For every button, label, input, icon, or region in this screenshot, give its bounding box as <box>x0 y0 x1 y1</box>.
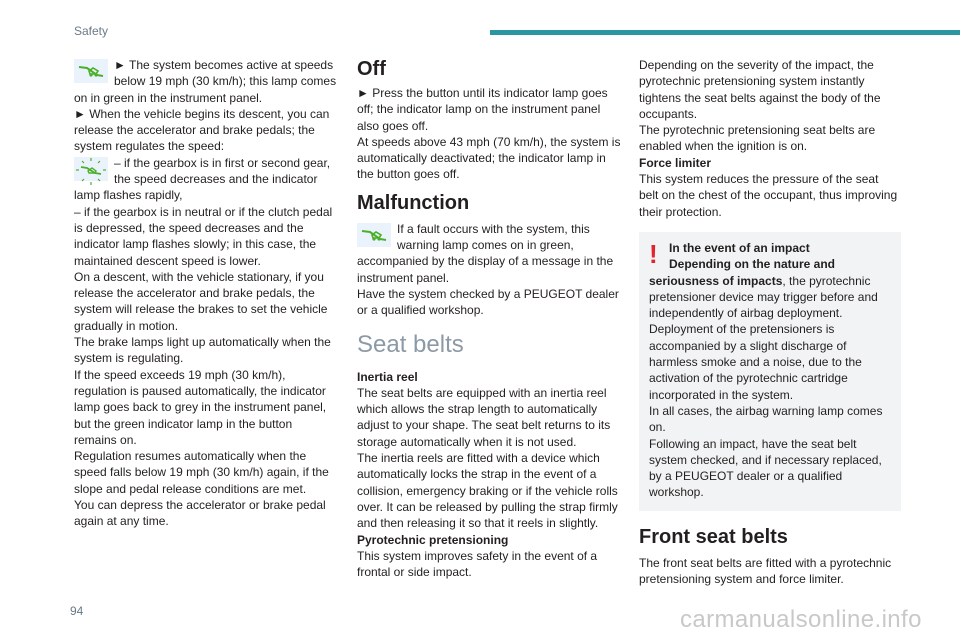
header-accent-bar <box>490 30 960 35</box>
paragraph: This system improves safety in the event of a frontal or side impact. <box>357 548 598 580</box>
paragraph: The seat belts are equipped with an inertia reel which allows the strap length to automatically adjust to your shape. The seat belt returns to its storage automatically when it is not used. <box>357 385 611 449</box>
warning-exclamation-icon: ! <box>649 238 658 269</box>
hill-descent-lamp-icon <box>357 223 391 247</box>
paragraph: ► Press the button until its indicator lamp goes off; the indicator lamp on the instrument panel also goes off. <box>357 86 608 133</box>
note-text: Deployment of the pretensioners is accompanied by a slight discharge of harmless smoke and a noise, due to the activation of the pyrotechnic cartridge incorporated in the system. <box>649 322 862 402</box>
heading-off: Off <box>357 58 386 80</box>
note-text: , the pyrotechnic pretensioner device may trigger before and independently of airbag deployment. <box>649 273 878 321</box>
impact-warning-box <box>639 232 901 511</box>
hill-descent-lamp-flashing-icon <box>74 157 108 181</box>
paragraph: Regulation resumes automatically when the speed falls below 19 mph (30 km/h) again, if the slope and pedal release conditions are met. <box>74 449 329 496</box>
paragraph: If a fault occurs with the system, this warning lamp comes on in green, accompanied by the display of a message in the instrument panel. <box>357 221 614 285</box>
column-3 <box>639 57 901 587</box>
heading-malfunction: Malfunction <box>357 191 470 214</box>
paragraph: You can depress the accelerator or brake pedal again at any time. <box>74 498 326 529</box>
paragraph: If the speed exceeds 19 mph (30 km/h), regulation is paused automatically, the indicator lamp goes back to grey in the instrument panel, but the green indicator lamp in the button remains on. <box>74 367 327 447</box>
subheading-inertia-reel: Inertia reel <box>357 369 418 384</box>
paragraph: ► The system becomes active at speeds below 19 mph (30 km/h); this lamp comes on in green in the instrument panel. <box>74 58 337 105</box>
paragraph: Depending on the severity of the impact, the pyrotechnic pretensioning system instantly tightens the seat belts against the body of the occupants. <box>639 58 881 121</box>
paragraph: The inertia reels are fitted with a device which automatically locks the strap in the event of a collision, emergency braking or if the vehicle rolls over. It can be released by pulling the strap firmly and then releasing it so that it reels in slightly. <box>357 451 618 531</box>
note-bold-lead: Depending on the nature and seriousness of impacts <box>649 257 836 288</box>
paragraph: Have the system checked by a PEUGEOT dealer or a qualified workshop. <box>357 286 619 318</box>
column-2 <box>357 57 622 580</box>
paragraph: On a descent, with the vehicle stationary, if you release the accelerator and brake pedals, the system will release the brakes to set the vehicle gradually in motion. <box>74 269 328 333</box>
page-number: 94 <box>70 604 84 618</box>
watermark: carmanualsonline.info <box>680 606 922 633</box>
paragraph: This system reduces the pressure of the seat belt on the chest of the occupant, thus improving their protection. <box>639 172 898 219</box>
subheading-pyrotechnic-pretensioning: Pyrotechnic pretensioning <box>357 532 509 547</box>
heading-front-seat-belts: Front seat belts <box>639 525 788 548</box>
subheading-force-limiter: Force limiter <box>639 155 712 170</box>
paragraph: ► When the vehicle begins its descent, you can release the accelerator and brake pedals; the system regulates the speed: <box>74 106 330 154</box>
paragraph: – if the gearbox is in neutral or if the clutch pedal is depressed, the speed decreases and the indicator lamp flashes slowly; in this case, the maintained descent speed is lower. <box>74 204 333 268</box>
heading-seat-belts: Seat belts <box>357 330 464 358</box>
paragraph: The front seat belts are fitted with a pyrotechnic pretensioning system and force limiter. <box>639 555 892 587</box>
paragraph: – if the gearbox is in first or second gear, the speed decreases and the indicator lamp flashes rapidly, <box>74 155 331 203</box>
column-1 <box>74 57 338 530</box>
hill-descent-lamp-icon <box>74 59 108 83</box>
note-text: In all cases, the airbag warning lamp comes on. <box>649 403 883 435</box>
paragraph: The pyrotechnic pretensioning seat belts are enabled when the ignition is on. <box>639 123 876 154</box>
note-text: Following an impact, have the seat belt system checked, and if necessary replaced, by a PEUGEOT dealer or a qualified workshop. <box>649 436 882 500</box>
paragraph: At speeds above 43 mph (70 km/h), the system is automatically deactivated; the indicator lamp in the button goes off. <box>357 134 621 182</box>
paragraph: The brake lamps light up automatically when the system is regulating. <box>74 335 331 366</box>
note-title: In the event of an impact <box>669 240 810 255</box>
section-title: Safety <box>74 24 109 38</box>
